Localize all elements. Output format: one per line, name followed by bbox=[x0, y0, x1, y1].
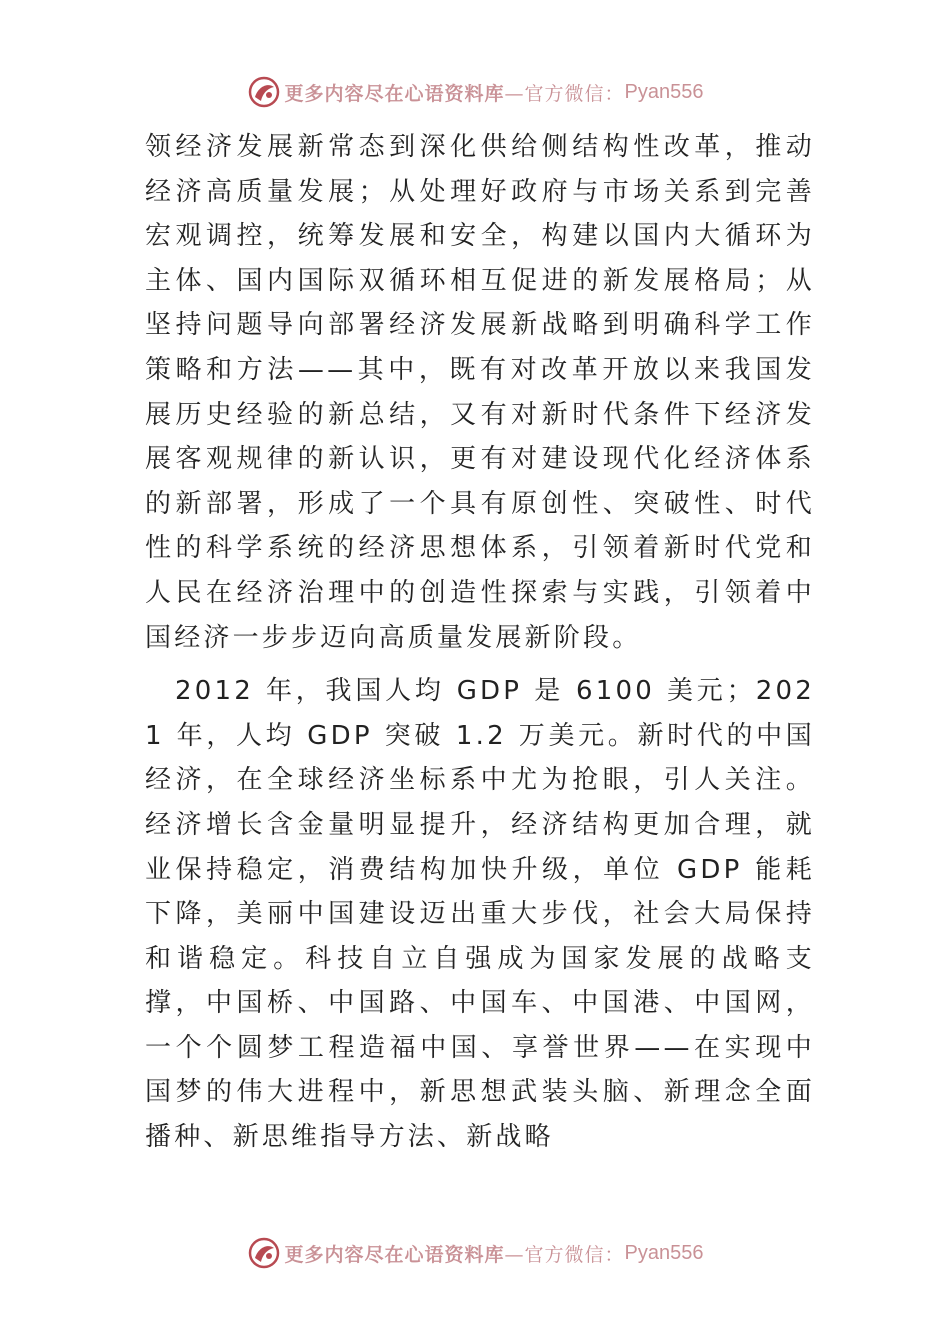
library-brand-text: 更多内容尽在心语资料库 bbox=[284, 82, 505, 105]
wechat-id: Pyan556 bbox=[624, 1241, 704, 1264]
paragraph-1: 领经济发展新常态到深化供给侧结构性改革，推动经济高质量发展；从处理好政府与市场关系到完善宏观调控，统筹发展和安全，构建以国内大循环为主体、国内国际双循环相互促进的新发展格局；从坚持问题导向部署经济发展新战略到明确科学工作策略和方法——其中，既有对改革开放以来我国发展历史经验的新总结，又有对新时代条件下经济发展客观规律的新认识，更有对建设现代化经济体系的新部署，形成了一个具有原创性、突破性、时代性的科学系统的经济思想体系，引领着新时代党和人民在经济治理中的创造性探索与实践，引领着中国经济一步步迈向高质量发展新阶段。 bbox=[145, 132, 815, 653]
wechat-id: Pyan556 bbox=[624, 80, 704, 103]
footer-banner bbox=[0, 1233, 950, 1273]
red-seal-logo-icon bbox=[247, 1236, 281, 1270]
library-brand-text: 更多内容尽在心语资料库 bbox=[284, 1243, 505, 1266]
header-banner bbox=[0, 72, 950, 112]
red-seal-logo-icon bbox=[247, 75, 281, 109]
wechat-label: —官方微信： bbox=[504, 1243, 625, 1266]
paragraph-2: 2012 年，我国人均 GDP 是 6100 美元；2021 年，人均 GDP 突破 1.2 万美元。新时代的中国经济，在全球经济坐标系中尤为抢眼，引人关注。经济增长含金量明显提升，经济结构更加合理，就业保持稳定，消费结构加快升级，单位 GDP 能耗下降，美丽中国建设迈出重大步伐，社会大局保持和谐稳定。科技自立自强成为国家发展的战略支撑，中国桥、中国路、中国车、中国港、中国网，一个个圆梦工程造福中国、享誉世界——在实现中国梦的伟大进程中，新思想武装头脑、新理念全面播种、新思维指导方法、新战略 bbox=[145, 676, 815, 1153]
document-body bbox=[145, 125, 815, 1160]
wechat-label: —官方微信： bbox=[504, 82, 625, 105]
